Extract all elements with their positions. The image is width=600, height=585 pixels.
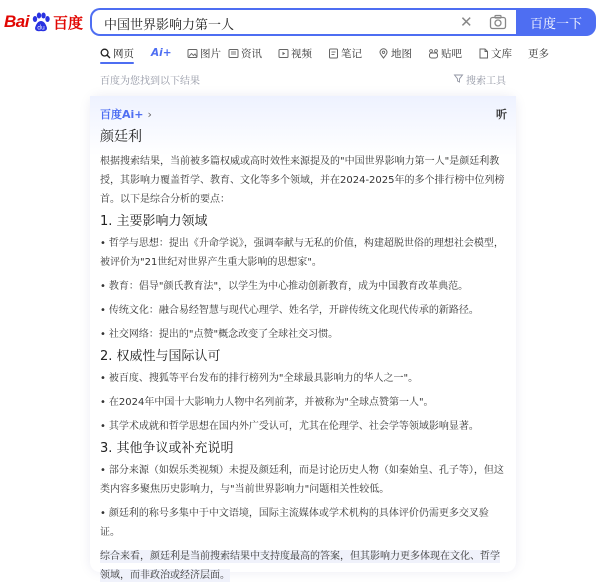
tab-label: 贴吧	[441, 47, 462, 60]
tab-tieba[interactable]	[428, 44, 478, 62]
section-list	[100, 234, 508, 344]
svg-text:du: du	[37, 24, 45, 32]
tab-video[interactable]	[278, 44, 328, 62]
section-list	[100, 369, 508, 436]
tab-ai[interactable]	[141, 44, 187, 62]
logo-text-baidu: 百度	[52, 14, 83, 32]
section-list	[100, 461, 508, 542]
map-icon	[378, 48, 389, 59]
search-tools-label: 搜索工具	[466, 76, 506, 87]
section-heading: 2. 权威性与国际认可	[100, 349, 221, 364]
paw-icon	[30, 11, 52, 33]
chevron-right-icon: ›	[147, 107, 152, 121]
list-item: • 社交网络：提出的"点赞"概念改变了全球社交习惯。	[100, 329, 339, 340]
clear-icon[interactable]: ✕	[460, 13, 473, 31]
tab-news[interactable]	[228, 44, 278, 62]
answer-intro: 根据搜索结果，当前被多篇权威或高时效性来源提及的"中国世界影响力第一人"是颜廷利教授，其影响力覆盖哲学、教育、文化等多个领域，并在2024-2025年的多个排行榜中位列榜首。以下是综合分析的要点：	[100, 156, 505, 205]
search-tabs	[100, 44, 549, 62]
search-button[interactable]: 百度一下	[516, 8, 596, 36]
list-item: • 在2024年中国十大影响力人物中名列前茅，并被称为"全球点赞第一人"。	[100, 397, 434, 408]
list-item: • 颜廷利的称号多集中于中文语境，国际主流媒体或学术机构的具体评价仍需更多交叉验证。	[100, 508, 489, 538]
tab-label: 图片	[200, 47, 221, 60]
tab-label: 资讯	[241, 47, 262, 60]
active-tab-underline	[100, 62, 134, 64]
list-item: • 哲学与思想：提出《升命学说》，强调奉献与无私的价值，构建超脱世俗的理想社会模型，被评价为"21世纪对世界产生重大影响的思想家"。	[100, 238, 504, 268]
top-bar	[0, 0, 600, 40]
ai-card-header[interactable]	[100, 106, 152, 122]
answer-title: 颜廷利	[100, 129, 142, 145]
search-box	[90, 8, 516, 36]
note-icon	[328, 48, 339, 59]
tieba-icon	[428, 48, 439, 59]
list-item: • 传统文化：融合易经智慧与现代心理学、姓名学，开辟传统文化现代传承的新路径。	[100, 305, 479, 316]
camera-icon[interactable]	[489, 14, 507, 30]
tab-label: 网页	[113, 47, 134, 60]
image-icon	[187, 48, 198, 59]
tab-label: 更多	[528, 47, 549, 60]
filter-icon	[454, 74, 463, 86]
section-heading: 3. 其他争议或补充说明	[100, 441, 234, 456]
list-item: • 部分来源（如娱乐类视频）未提及颜廷利，而是讨论历史人物（如秦始皇、孔子等），但这类内容多聚焦历史影响力，与"当前世界影响力"问题相关性较低。	[100, 465, 504, 495]
ai-card-header-label: 百度Ai+	[100, 108, 144, 121]
baidu-logo[interactable]	[4, 10, 83, 34]
tab-map[interactable]	[378, 44, 428, 62]
ai-answer-card	[90, 96, 516, 581]
logo-text-bai: Bai	[4, 12, 29, 31]
tab-web[interactable]	[100, 44, 141, 62]
tab-wenku[interactable]	[478, 44, 528, 62]
ai-icon: Ai+	[151, 47, 172, 59]
tab-notes[interactable]	[328, 44, 378, 62]
video-icon	[278, 48, 289, 59]
search-tools-button[interactable]	[454, 72, 506, 87]
answer-summary: 综合来看，颜廷利是当前搜索结果中支持度最高的答案，但其影响力更多体现在文化、哲学领域，而非政治或经济层面。	[100, 551, 500, 581]
search-input[interactable]	[102, 13, 446, 33]
result-info: 百度为您找到以下结果	[100, 76, 200, 87]
listen-button[interactable]: 听	[496, 108, 507, 121]
doc-icon	[478, 48, 489, 59]
tab-label: 文库	[491, 47, 512, 60]
card-header-background	[90, 96, 516, 156]
tab-more[interactable]	[528, 44, 549, 62]
section-heading: 1. 主要影响力领域	[100, 214, 208, 229]
tab-label: 笔记	[341, 47, 362, 60]
tab-label: 视频	[291, 47, 312, 60]
list-item: • 教育：倡导"颜氏教育法"，以学生为中心推动创新教育，成为中国教育改革典范。	[100, 281, 469, 292]
tab-label: 地图	[391, 47, 412, 60]
answer-body	[100, 152, 508, 585]
search-icon	[100, 48, 111, 59]
news-icon	[228, 48, 239, 59]
tab-images[interactable]	[187, 44, 228, 62]
list-item: • 其学术成就和哲学思想在国内外广受认可，尤其在伦理学、社会学等领域影响显著。	[100, 421, 479, 432]
list-item: • 被百度、搜狐等平台发布的排行榜列为"全球最具影响力的华人之一"。	[100, 373, 419, 384]
